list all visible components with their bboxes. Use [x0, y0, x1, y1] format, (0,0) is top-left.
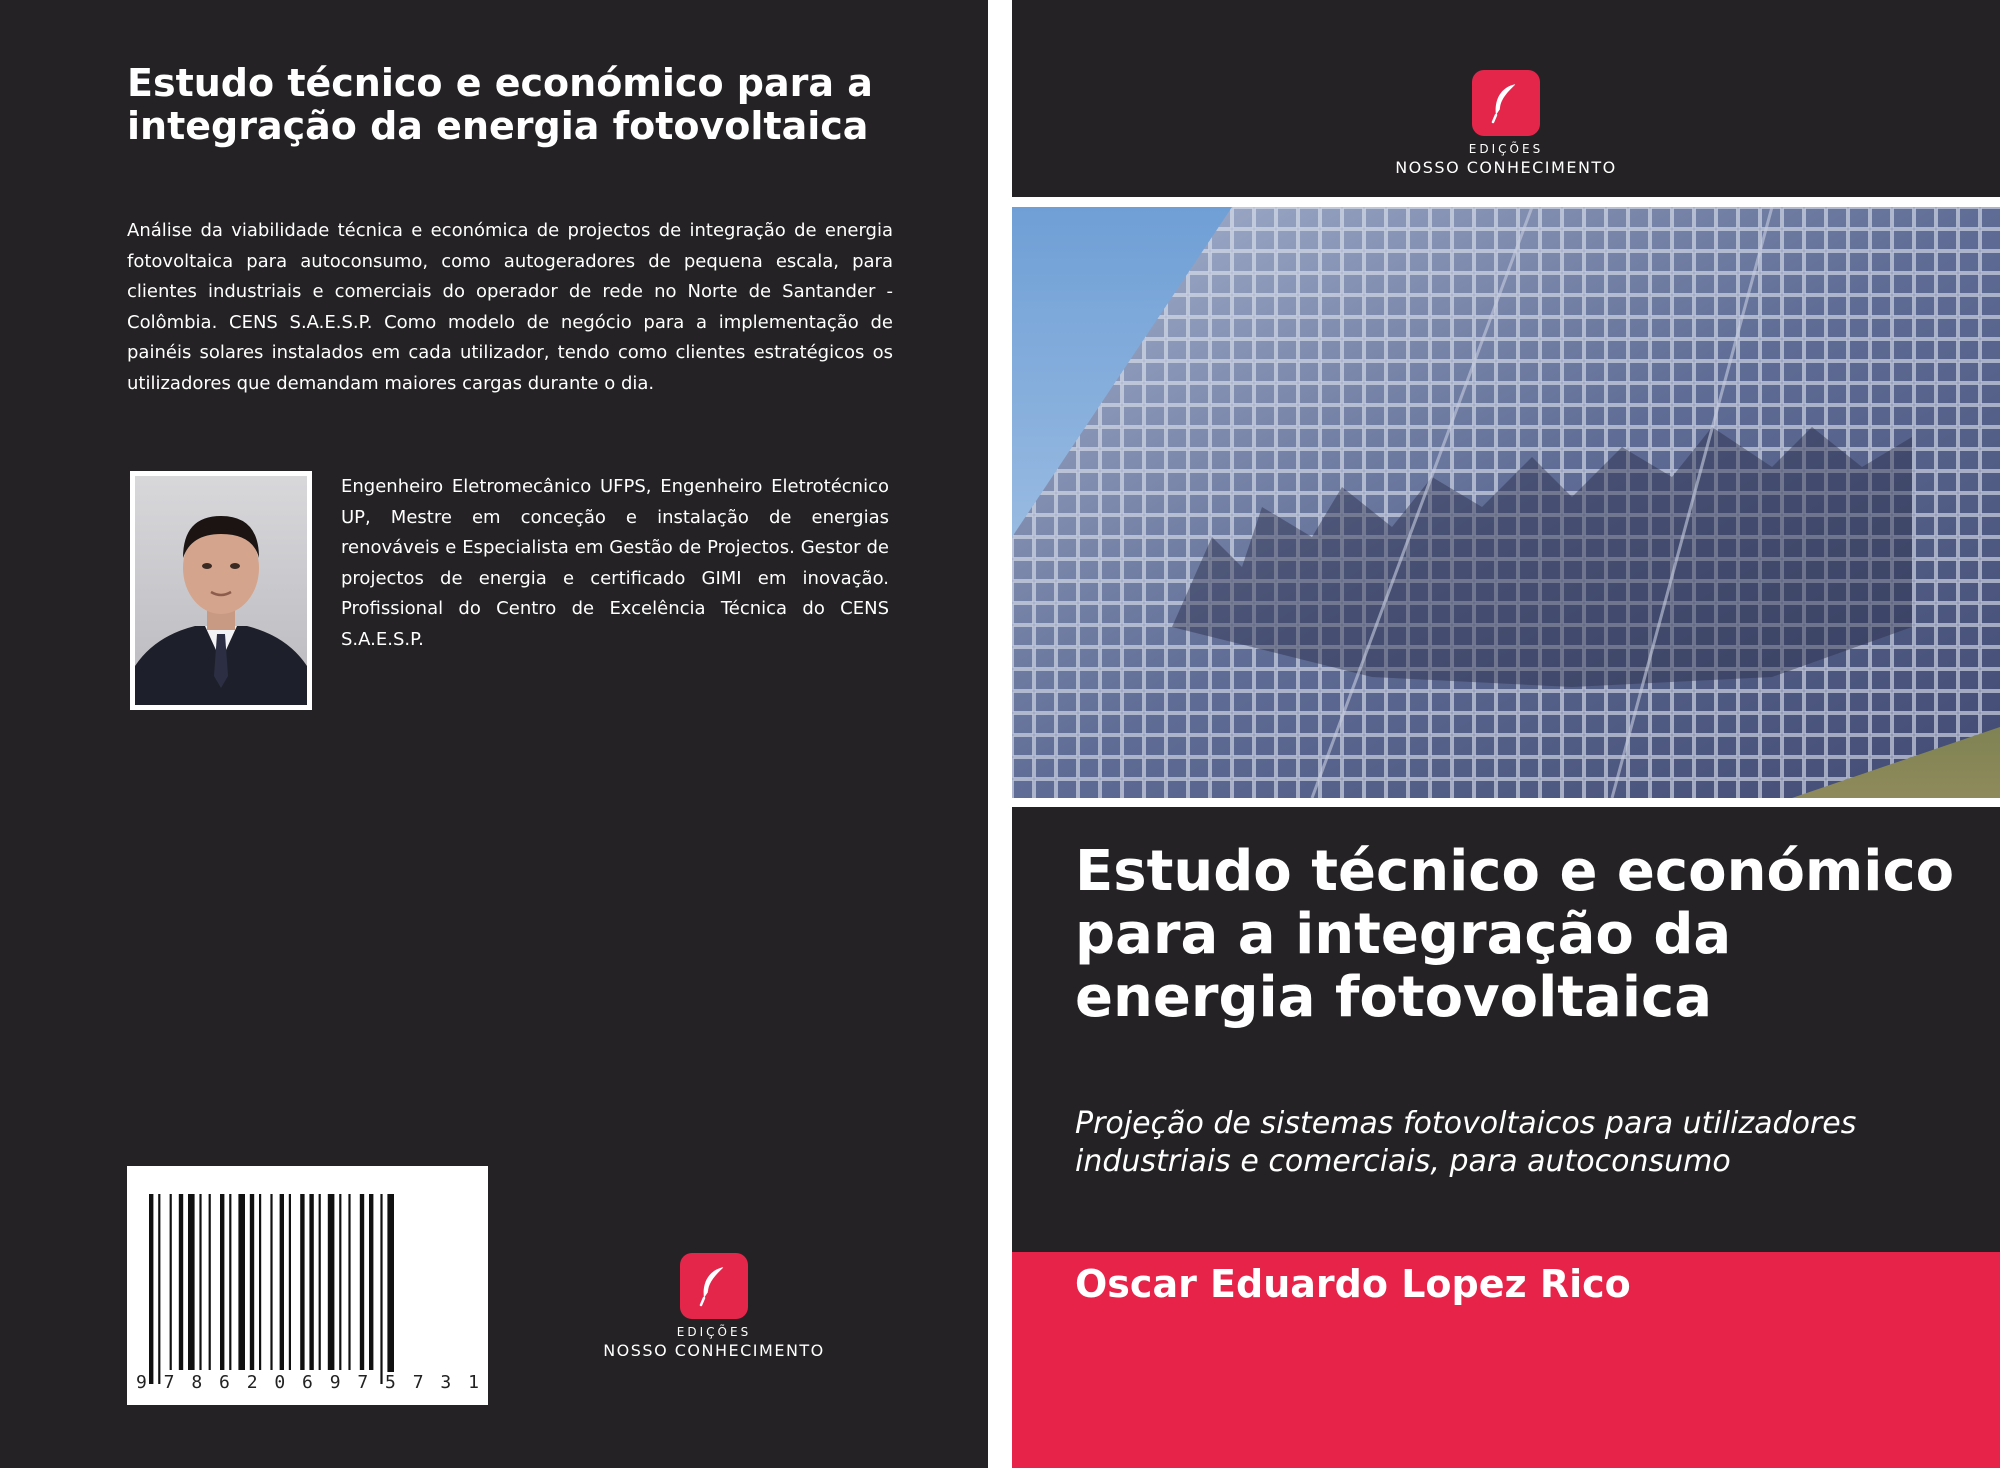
barcode-bar: [179, 1194, 183, 1370]
barcode-bar: [170, 1194, 172, 1370]
publisher-name: NOSSO CONHECIMENTO: [1395, 158, 1617, 177]
barcode-bar: [369, 1194, 373, 1370]
spine-gap: [988, 0, 1012, 1468]
isbn-number: [135, 1372, 480, 1393]
isbn-digit: 7: [357, 1372, 369, 1393]
author-bio: Engenheiro Eletromecânico UFPS, Engenheiro Eletrotécnico UP, Mestre em conceção e instalação de energias renováveis e Especialista em Gestão de Projectos. Gestor de projectos de energia e certificado GIMI em inovação. Profissional do Centro de Excelência Técnica do CENS S.A.E.S.P.: [341, 476, 889, 650]
solar-panel-photo: [1012, 207, 2000, 798]
front-cover-author-block: [1012, 1252, 2000, 1468]
barcode-bar: [280, 1194, 284, 1370]
barcode-bar: [220, 1194, 224, 1370]
publisher-name: NOSSO CONHECIMENTO: [603, 1341, 825, 1360]
back-publisher-logo: [598, 1253, 830, 1360]
isbn-digit: 7: [412, 1372, 424, 1393]
barcode-bar: [328, 1194, 335, 1370]
barcode-bar: [387, 1194, 394, 1384]
isbn-digit: 6: [302, 1372, 313, 1393]
isbn-digit: 7: [163, 1372, 175, 1393]
isbn-digit: 8: [191, 1372, 203, 1393]
front-publisher-logo: [1390, 70, 1622, 177]
barcode-bar: [360, 1194, 364, 1370]
front-cover-subtitle: Projeção de sistemas fotovoltaicos para utilizadores industriais e comerciais, para autoconsumo: [1075, 1106, 1857, 1179]
quill-icon: [1472, 70, 1540, 136]
isbn-digit: 1: [468, 1372, 479, 1393]
barcode-bar: [339, 1194, 341, 1370]
barcode-bar: [158, 1194, 160, 1384]
front-cover-author: Oscar Eduardo Lopez Rico: [1075, 1262, 1631, 1306]
barcode-bar: [238, 1194, 245, 1370]
barcode-bar: [270, 1194, 272, 1370]
barcode-bar: [380, 1194, 382, 1384]
back-cover: [0, 0, 988, 1468]
front-cover-title-block: [1012, 807, 2000, 1252]
barcode-bar: [348, 1194, 350, 1370]
barcode-bar: [300, 1194, 304, 1370]
author-photo: [130, 471, 312, 710]
barcode-bar: [229, 1194, 231, 1370]
barcode-bar: [209, 1194, 211, 1370]
isbn-digit: 5: [385, 1372, 396, 1393]
isbn-digit: 9: [329, 1372, 341, 1393]
isbn-digit: 2: [246, 1372, 258, 1393]
barcode-bar: [319, 1194, 321, 1370]
front-cover-title: Estudo técnico e económico para a integração da energia fotovoltaica: [1075, 839, 1955, 1030]
publisher-label-small: EDIÇÕES: [676, 1325, 752, 1339]
barcode-bar: [188, 1194, 195, 1370]
isbn-digit: 3: [440, 1372, 452, 1393]
back-cover-title: Estudo técnico e económico para a integração da energia fotovoltaica: [127, 61, 873, 148]
back-cover-description: Análise da viabilidade técnica e económica de projectos de integração de energia fotovoltaica para autoconsumo, como autogeradores de pequena escala, para clientes industriais e comerciais do operador de rede no Norte de Santander - Colômbia. CENS S.A.E.S.P. Como modelo de negócio para a implementação de painéis solares instalados em cada utilizador, tendo como clientes estratégicos os utilizadores que demandam maiores cargas durante o dia.: [127, 220, 893, 394]
barcode-bar: [289, 1194, 291, 1370]
front-cover-header: [1012, 0, 2000, 197]
front-cover: [1012, 0, 2000, 1468]
barcode-bar: [199, 1194, 201, 1370]
barcode-bar: [259, 1194, 261, 1370]
barcode-bar: [309, 1194, 313, 1370]
barcode-bar: [250, 1194, 254, 1370]
isbn-digit: 6: [219, 1372, 230, 1393]
isbn-digit: 9: [136, 1372, 147, 1393]
barcode-bar: [149, 1194, 153, 1384]
quill-icon: [680, 1253, 748, 1319]
publisher-label-small: EDIÇÕES: [1468, 142, 1544, 156]
isbn-barcode: [127, 1166, 488, 1405]
isbn-digit: 0: [274, 1372, 286, 1393]
